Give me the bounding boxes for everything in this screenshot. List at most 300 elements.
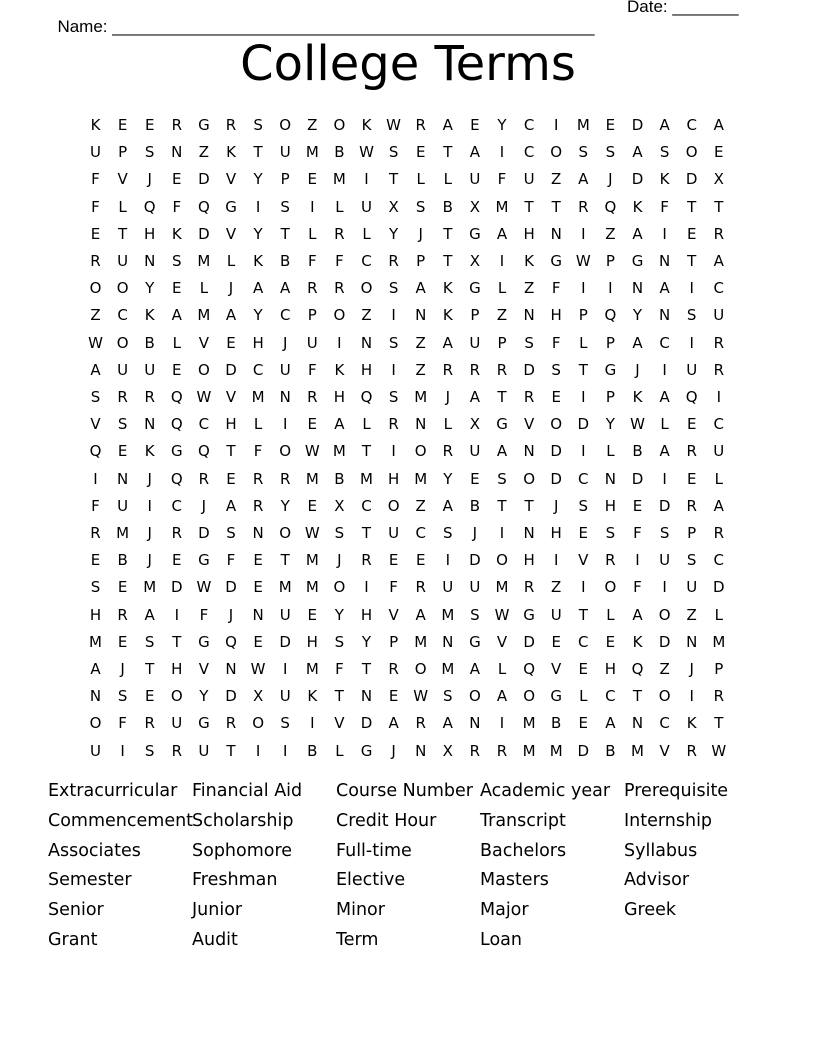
grid-letter: L [497,660,507,678]
grid-letter: N [225,660,237,678]
grid-letter: U [90,143,101,162]
grid-letter: R [171,116,183,134]
grid-letter: T [443,252,453,270]
grid-letter: D [523,360,535,379]
grid-letter: L [362,415,371,434]
grid-letter: S [117,687,128,706]
grid-letter: M [495,197,509,216]
grid-letter: T [497,496,507,515]
grid-letter: M [116,524,130,542]
grid-letter: J [147,551,152,570]
word-list-item: Transcript [480,810,566,831]
grid-letter: G [170,442,183,461]
grid-letter: H [550,306,562,325]
grid-letter: Y [632,306,643,325]
grid-letter: O [116,279,129,298]
grid-letter: V [334,714,345,733]
grid-letter: F [335,660,344,678]
grid-letter: J [201,496,207,515]
grid-letter: O [468,687,481,706]
grid-letter: O [279,116,292,134]
grid-letter: V [388,605,399,624]
grid-letter: U [279,143,291,162]
grid-letter: T [551,197,561,216]
grid-letter: A [578,170,589,189]
grid-letter: N [144,415,156,434]
word-list-item: Associates [48,840,141,861]
grid-letter: D [658,632,671,651]
grid-letter: S [578,143,589,162]
grid-letter: T [253,143,263,162]
grid-letter: O [523,687,535,706]
word-list-item: Loan [480,930,522,950]
grid-letter: S [524,333,534,352]
grid-letter: P [280,170,290,189]
grid-letter: D [550,442,562,461]
grid-letter: H [144,224,156,243]
grid-letter: D [658,496,671,515]
grid-letter: H [333,388,346,406]
grid-letter: F [551,333,561,352]
grid-letter: L [714,605,723,624]
grid-letter: Y [145,279,155,298]
grid-letter: E [117,442,128,461]
grid-letter: Y [605,415,615,434]
grid-letter: I [608,279,613,298]
grid-letter: R [144,714,155,733]
grid-letter: A [90,360,101,379]
grid-letter: A [496,224,508,243]
grid-letter: L [579,687,588,706]
grid-letter: L [253,415,263,434]
grid-letter: H [360,360,373,379]
grid-letter: D [198,524,210,542]
grid-letter: R [578,197,589,216]
grid-letter: T [578,360,588,379]
grid-letter: S [578,496,589,515]
grid-letter: T [687,197,697,216]
word-list-item: Audit [192,930,238,950]
word-list-item: Course Number [336,781,473,801]
grid-letter: B [605,741,616,760]
grid-letter: A [442,333,453,352]
grid-letter: U [198,741,210,760]
grid-letter: V [198,660,210,678]
grid-letter: K [226,143,236,162]
grid-letter: O [89,714,102,733]
grid-letter: E [415,143,426,162]
grid-letter: U [279,687,291,706]
grid-letter: R [279,469,291,488]
grid-letter: O [279,524,292,542]
grid-letter: O [116,333,129,352]
grid-letter: P [578,306,588,325]
grid-letter: G [225,197,237,216]
grid-letter: A [469,660,481,678]
grid-letter: W [304,524,320,542]
grid-letter: U [550,605,562,624]
grid-letter: H [550,524,562,542]
grid-letter: V [578,551,589,570]
grid-letter: T [578,605,588,624]
grid-letter: Q [225,632,237,651]
grid-letter: R [117,388,128,406]
grid-letter: K [144,306,155,325]
grid-letter: H [523,224,535,243]
grid-letter: G [604,360,617,379]
grid-letter: D [171,578,183,597]
grid-letter: R [144,388,155,406]
word-list-item: Bachelors [480,840,567,861]
grid-letter: W [494,605,510,624]
grid-row [82,248,734,275]
grid-letter: A [442,116,453,134]
grid-letter: J [445,388,451,406]
grid-letter: L [335,197,344,216]
grid-letter: T [226,442,236,461]
grid-letter: J [147,524,152,542]
grid-letter: R [469,360,481,379]
grid-letter: O [523,469,535,488]
grid-letter: M [631,741,644,760]
grid-letter: D [198,224,210,243]
grid-letter: E [415,551,426,570]
grid-letter: V [225,388,237,406]
grid-letter: S [253,116,263,134]
grid-letter: E [172,170,182,189]
grid-letter: S [443,687,453,706]
grid-letter: V [225,224,237,243]
word-list-item: Minor [336,900,385,921]
grid-letter: I [553,116,559,134]
grid-letter: I [255,741,261,760]
grid-letter: U [117,496,129,515]
grid-letter: U [388,524,400,542]
grid-letter: N [360,687,373,706]
grid-letter: S [388,333,399,352]
grid-letter: X [469,252,481,270]
grid-letter: N [631,279,644,298]
grid-letter: M [414,469,428,488]
grid-letter: R [415,714,426,733]
grid-letter: B [280,252,291,270]
grid-letter: I [120,741,125,760]
grid-letter: J [391,741,396,760]
grid-letter: W [711,741,727,760]
grid-letter: J [147,469,152,488]
grid-letter: A [659,442,670,461]
grid-letter: F [91,170,100,189]
grid-letter: S [226,524,236,542]
grid-letter: G [496,415,508,434]
grid-letter: L [199,279,209,298]
grid-letter: I [499,252,505,270]
grid-letter: E [226,333,236,352]
grid-letter: F [633,524,642,542]
grid-letter: T [172,632,182,651]
word-list-item: Freshman [192,870,278,891]
grid-letter: J [608,170,613,189]
grid-letter: M [143,578,157,597]
grid-letter: F [307,360,317,379]
grid-letter: J [228,279,234,298]
grid-letter: B [551,714,562,733]
grid-letter: Y [199,687,209,706]
grid-letter: Z [659,660,670,678]
grid-letter: L [579,333,588,352]
grid-letter: I [255,197,261,216]
grid-letter: H [89,605,102,624]
grid-letter: S [497,469,507,488]
grid-letter: J [553,496,559,515]
grid-letter: E [551,388,561,406]
grid-letter: W [250,660,266,678]
grid-letter: J [689,660,694,678]
grid-letter: D [469,551,481,570]
word-list-item: Extracurricular [48,781,178,801]
page-title: College Terms [240,36,576,92]
grid-letter: V [117,170,128,189]
grid-letter: Q [604,197,617,216]
grid-letter: D [631,469,644,488]
grid-letter: N [686,632,698,651]
grid-letter: S [388,279,399,298]
grid-letter: R [198,469,210,488]
grid-row [82,466,734,493]
grid-letter: I [282,415,288,434]
grid-letter: F [199,605,209,624]
grid-letter: A [713,252,724,270]
grid-letter: F [91,496,100,515]
grid-letter: Y [253,306,263,325]
grid-letter: A [496,687,508,706]
grid-row [82,221,734,248]
grid-letter: O [414,442,427,461]
grid-letter: A [225,496,237,515]
grid-letter: E [226,469,236,488]
grid-letter: P [714,660,724,678]
grid-letter: D [631,116,644,134]
grid-letter: Z [496,306,508,325]
grid-letter: I [635,551,640,570]
grid-letter: V [551,660,562,678]
grid-letter: H [523,551,535,570]
grid-letter: O [360,279,373,298]
grid-letter: A [415,279,426,298]
grid-letter: E [388,551,399,570]
grid-letter: E [307,415,318,434]
grid-letter: G [523,605,535,624]
grid-letter: D [631,170,644,189]
grid-letter: N [550,224,562,243]
grid-letter: H [387,469,400,488]
grid-letter: I [662,360,667,379]
grid-letter: D [713,578,725,597]
grid-letter: P [416,252,426,270]
grid-letter: U [171,714,183,733]
grid-letter: N [360,333,373,352]
grid-letter: P [497,333,507,352]
grid-letter: I [499,524,505,542]
grid-letter: C [361,496,372,515]
word-list-item: Greek [624,900,677,921]
grid-letter: R [469,741,481,760]
grid-letter: W [575,252,591,270]
grid-letter: L [606,605,615,624]
grid-letter: A [388,714,399,733]
grid-letter: A [442,496,453,515]
grid-letter: A [442,714,453,733]
grid-letter: R [713,687,725,706]
grid-letter: N [415,306,427,325]
grid-letter: K [686,714,697,733]
grid-letter: H [604,660,617,678]
grid-letter: H [252,333,264,352]
grid-letter: E [144,687,155,706]
grid-letter: M [305,469,319,488]
grid-letter: P [605,388,615,406]
grid-letter: Y [253,224,263,243]
grid-letter: K [90,116,101,134]
grid-letter: D [685,170,698,189]
grid-letter: U [469,333,481,352]
grid-letter: H [171,660,183,678]
grid-letter: E [578,714,589,733]
grid-letter: T [524,197,534,216]
grid-letter: Q [170,388,183,406]
grid-letter: I [581,442,586,461]
grid-letter: A [713,496,724,515]
grid-letter: Z [198,143,210,162]
grid-letter: Z [415,496,426,515]
word-list-item: Major [480,900,529,921]
grid-letter: V [90,415,101,434]
grid-row [82,166,734,193]
grid-letter: I [662,224,667,243]
grid-letter: C [605,687,616,706]
grid-letter: E [90,224,101,243]
grid-letter: C [713,415,725,434]
grid-letter: S [334,632,345,651]
grid-letter: K [307,687,318,706]
grid-letter: M [305,578,319,597]
grid-letter: K [632,197,643,216]
grid-letter: I [553,551,559,570]
grid-letter: E [253,551,263,570]
grid-letter: G [469,279,481,298]
grid-letter: R [523,388,535,406]
grid-letter: I [282,741,288,760]
word-list-item: Financial Aid [192,781,303,801]
grid-letter: M [278,578,292,597]
grid-letter: N [523,442,535,461]
grid-letter: K [442,279,453,298]
grid-letter: O [279,442,292,461]
date-field: Date: _______ [627,0,739,16]
grid-letter: U [713,306,725,325]
grid-letter: H [360,605,373,624]
grid-letter: E [117,632,128,651]
grid-row [82,438,734,465]
grid-letter: W [196,578,212,597]
grid-letter: R [713,524,725,542]
grid-letter: Y [389,224,399,243]
header-line [48,0,748,36]
grid-letter: S [659,524,670,542]
grid-letter: T [389,170,399,189]
grid-letter: T [334,687,344,706]
grid-letter: U [469,578,481,597]
grid-letter: G [550,252,562,270]
grid-letter: M [251,388,265,406]
grid-letter: X [334,496,345,515]
grid-letter: I [689,333,694,352]
word-list-item: Scholarship [192,810,294,831]
word-list-item: Senior [48,900,104,921]
grid-letter: Q [170,415,183,434]
grid-letter: E [686,469,697,488]
grid-letter: K [632,388,643,406]
grid-letter: I [174,605,180,624]
grid-letter: L [660,415,669,434]
grid-letter: A [713,116,724,134]
grid-letter: R [415,578,426,597]
grid-letter: E [578,524,589,542]
grid-letter: Z [605,224,616,243]
grid-letter: S [470,605,480,624]
grid-letter: I [93,469,98,488]
grid-letter: R [117,605,128,624]
grid-letter: S [280,197,290,216]
grid-letter: U [279,605,291,624]
grid-letter: A [171,306,182,325]
grid-letter: M [305,143,319,162]
grid-letter: L [497,279,507,298]
grid-letter: A [605,714,616,733]
grid-letter: Z [307,116,318,134]
grid-letter: E [172,551,182,570]
grid-letter: C [198,415,210,434]
grid-letter: T [280,224,290,243]
grid-letter: K [144,442,155,461]
grid-letter: Q [685,388,698,406]
grid-letter: R [496,741,508,760]
grid-letter: Z [551,170,562,189]
grid-letter: R [686,442,697,461]
grid-letter: I [147,496,152,515]
grid-letter: Y [497,116,507,134]
grid-letter: N [279,388,291,406]
grid-letter: Z [415,333,426,352]
grid-letter: V [198,333,210,352]
grid-letter: R [252,496,264,515]
grid-letter: E [605,632,616,651]
grid-letter: W [630,415,645,434]
grid-letter: A [659,279,670,298]
grid-letter: C [117,306,128,325]
grid-letter: L [416,170,425,189]
grid-letter: R [686,496,697,515]
grid-letter: N [442,632,454,651]
grid-letter: J [228,605,234,624]
grid-letter: O [333,306,346,325]
grid-letter: T [145,660,155,678]
grid-letter: A [469,388,481,406]
grid-letter: Y [280,496,290,515]
grid-letter: P [389,632,399,651]
grid-letter: R [361,551,372,570]
grid-letter: D [360,714,373,733]
